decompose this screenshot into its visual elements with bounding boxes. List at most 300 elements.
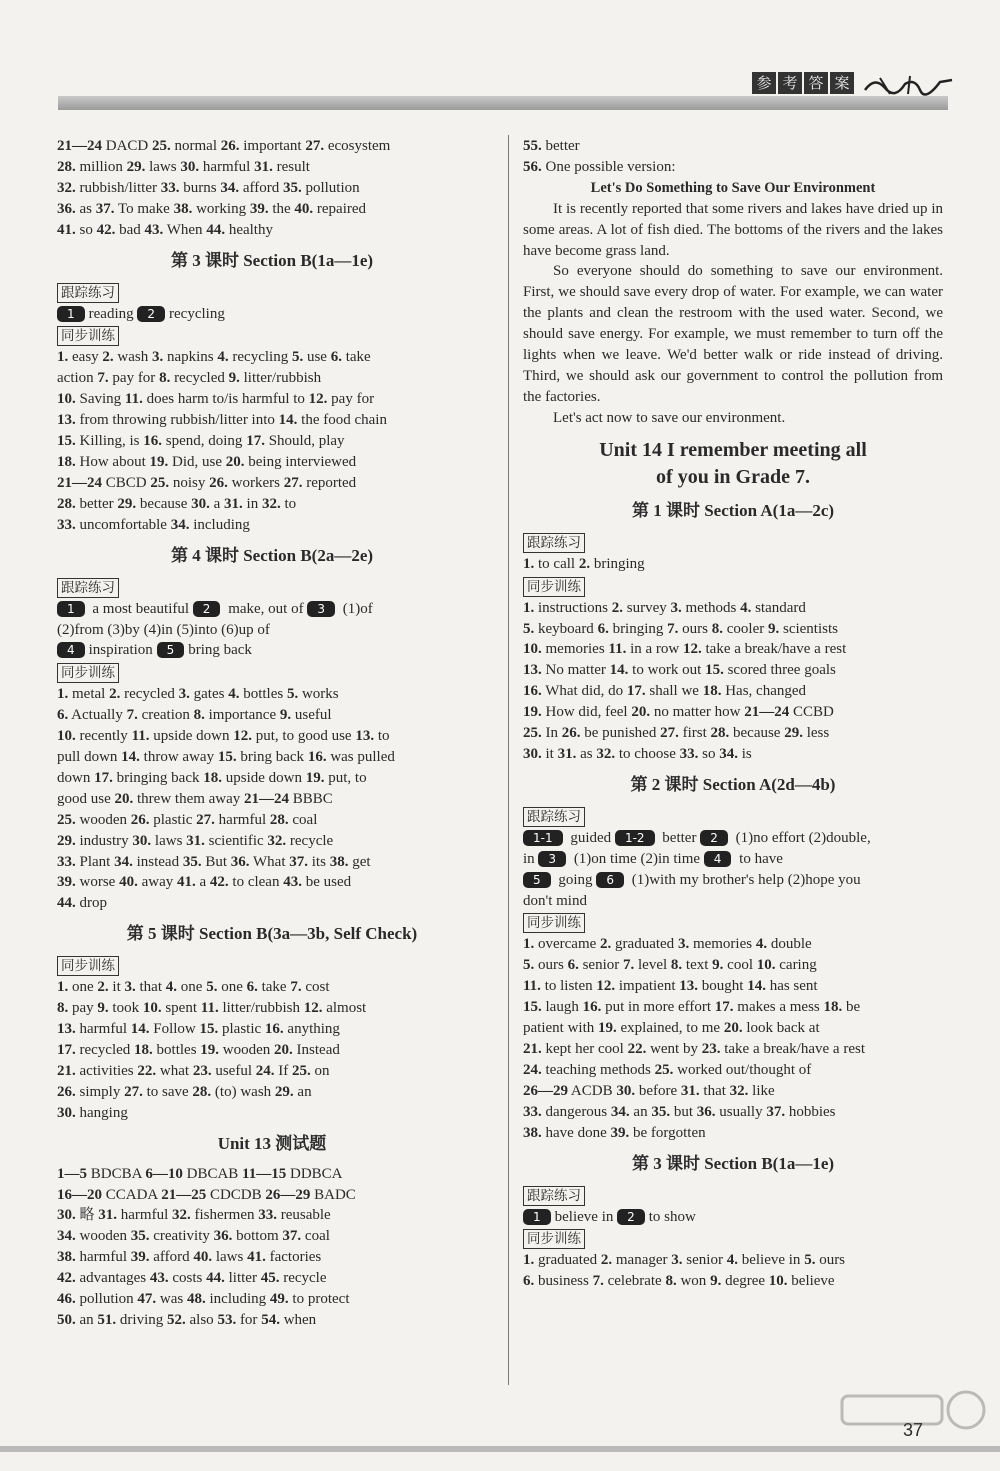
essay-title: Let's Do Something to Save Our Environment [590,179,876,196]
answer-text: Killing, is [75,433,144,450]
answer-text: Plant [75,853,115,870]
question-number: 14. [121,749,140,766]
answer-line [523,1271,943,1292]
answer-text: be [842,999,861,1016]
answer-text: that [699,1082,730,1099]
question-number: 36. [57,200,76,217]
header-char: 答 [804,72,828,94]
answer-text: worked out/thought of [673,1061,812,1078]
question-number: 28. [57,495,76,512]
answer-text: to clean [228,874,284,891]
section-title: Unit 13 测试题 [217,1133,327,1153]
answer-text: overcame [534,936,601,953]
question-number: 27. [305,138,325,154]
question-number: 1—5 [57,1165,87,1182]
answer-line [523,870,943,891]
answer-text: throw away [139,749,218,766]
number-badge: 1 [523,1209,551,1225]
question-number: 30. [57,1104,76,1121]
answer-text: useful [211,1062,256,1079]
answer-text: bottles [152,1042,201,1058]
answer-text: for [236,1311,262,1328]
answer-line [57,157,487,178]
question-number: 9. [279,707,292,724]
answer-line [57,1226,487,1247]
question-number: 18. [203,769,222,786]
answer-text: BBBC [289,790,333,807]
question-number: 40. [193,1249,213,1266]
answer-text: keyboard [534,620,598,637]
question-number: 26—29 [523,1082,568,1099]
header-band [58,96,948,110]
question-number: 44. [206,221,226,238]
question-number: 30. [132,832,152,849]
question-number: 34. [170,516,190,533]
answer-text: inspiration [88,642,157,659]
answer-text: uncomfortable [75,516,171,533]
exercise-label-row [523,1184,943,1207]
question-number: 56. [523,158,542,175]
answer-line [57,684,487,705]
answer-text: put in more effort [601,999,715,1016]
answer-text: dangerous [541,1103,611,1120]
answer-text: million [75,158,127,175]
answer-text: costs [168,1270,207,1287]
answer-text: believe in [554,1208,618,1225]
answer-text: hanging [75,1104,128,1121]
answer-text: that [135,979,166,996]
answer-text: recycle [286,832,334,849]
answer-line [57,810,487,831]
answer-text: to listen [540,978,597,995]
answer-text: laugh [541,999,583,1016]
answer-text: in [242,495,262,512]
header-char: 参 [752,72,776,94]
answer-text: pollution [75,1291,138,1308]
answer-text: text [682,957,713,974]
question-number: 27. [124,1083,143,1100]
answer-text: bring back [236,749,308,766]
exercise-label: 同步训练 [57,326,119,346]
number-badge: 1-1 [523,830,563,846]
question-number: 10. [57,728,76,745]
answer-text: it [541,745,558,762]
answer-line [57,1061,487,1082]
question-number: 4. [740,599,752,616]
answer-line [523,828,943,849]
question-number: 32. [267,832,287,849]
question-number: 17. [57,1042,76,1058]
answer-text: bottom [232,1228,283,1245]
question-number: 7. [290,979,302,996]
question-number: 21. [57,1062,76,1079]
question-number: 8. [665,1273,677,1290]
answer-text: instructions [534,599,612,616]
answer-text: Has, changed [721,683,807,700]
answer-text: took [108,1000,143,1017]
answer-text: memories [541,641,609,658]
answer-text: pay for [327,391,375,408]
answer-text: pollution [301,179,360,196]
answer-text: How about [75,453,150,470]
answer-text: scientists [779,620,838,637]
answer-line [57,136,487,157]
question-number: 45. [260,1270,280,1287]
question-number: 9. [767,620,780,637]
number-badge: 3 [307,601,335,617]
answer-line [57,1164,487,1185]
question-number: 17. [246,433,265,450]
answer-line [523,1123,943,1144]
answer-text: double [767,936,812,953]
answer-text: healthy [225,221,273,238]
header-char: 考 [778,72,802,94]
number-badge: 2 [137,306,165,322]
section-title: 第 5 课时 Section B(3a—3b, Self Check) [126,924,418,944]
answer-line [523,639,943,660]
question-number: 32. [57,179,76,196]
number-badge: 5 [523,872,551,888]
question-number: 33. [523,1103,542,1120]
answer-line [57,998,487,1019]
question-number: 29. [274,1083,294,1100]
section-title: 第 3 课时 Section B(1a—1e) [170,250,374,270]
answer-line [57,220,487,241]
question-number: 3. [677,936,690,953]
left-column [57,136,487,1331]
answer-text: standard [751,599,806,616]
question-number: 41. [57,221,76,238]
question-number: 40. [119,874,138,891]
answer-text: the [268,200,295,217]
answer-line [523,744,943,765]
number-badge: 1 [57,601,85,617]
answer-text: afford [239,179,283,196]
answer-text: If [274,1062,292,1079]
question-number: 18. [823,999,843,1016]
answer-text: the food chain [297,412,387,429]
answer-text: ours [534,957,568,974]
answer-text: recycled [170,370,229,387]
answer-text: good use [57,790,115,807]
question-number: 8. [670,957,683,974]
question-number: 1. [57,686,69,703]
question-number: 16. [523,683,542,700]
question-number: 30. [523,745,542,762]
answer-line [57,831,487,852]
answer-text: an [75,1311,98,1328]
question-number: 28. [57,158,76,175]
question-number: 40. [294,200,314,217]
answer-text: a most beautiful [88,600,193,617]
question-number: 47. [137,1291,157,1308]
answer-text: laws [212,1249,248,1266]
answer-line [57,347,487,368]
answer-text: works [298,686,339,703]
answer-text: cooler [723,620,768,637]
section-title: 第 3 课时 Section B(1a—1e) [631,1153,835,1173]
answer-text: better [75,495,118,512]
answer-text: use [303,349,331,366]
question-number: 27. [196,811,215,828]
question-number: 12. [233,728,252,745]
question-number: 15. [217,749,237,766]
question-number: 20. [225,453,245,470]
answer-text: napkins [163,349,218,366]
answer-text: threw them away [133,790,245,807]
answer-text: reported [302,474,357,491]
question-number: 37. [95,200,115,217]
answer-line [57,893,487,914]
question-number: 43. [149,1270,169,1287]
answer-text: from throwing rubbish/litter into [75,412,279,429]
answer-text: take [257,979,291,996]
answer-line [523,849,943,870]
answer-text: take a break/have a rest [701,641,847,658]
question-number: 16. [307,749,327,766]
exercise-label: 跟踪练习 [523,533,585,553]
question-number: 2. [102,349,114,366]
question-number: 54. [261,1311,280,1328]
answer-text: survey [623,599,671,616]
answer-text: workers [227,474,284,491]
section-title: 第 2 课时 Section A(2d—4b) [630,774,836,794]
answer-text: harmful [117,1207,172,1224]
answer-text: pull down [57,749,122,766]
question-number: 46. [57,1291,76,1308]
question-number: 22. [137,1062,157,1079]
answer-text: metal [68,686,110,703]
answer-text: memories [689,936,756,953]
answer-text: on [310,1062,330,1079]
answer-line [57,1310,487,1331]
question-number: 32. [596,745,616,762]
exercise-label-row [523,911,943,934]
question-number: 10. [142,1000,162,1017]
question-number: 6. [246,979,258,996]
answer-text: but [670,1103,697,1120]
answer-line [523,702,943,723]
answer-text: usually [715,1103,767,1120]
question-number: 42. [96,221,116,238]
answer-text: wooden [75,1228,131,1245]
answer-text: to protect [288,1291,350,1308]
question-number: 16—20 [57,1186,102,1203]
exercise-label-row [523,805,943,828]
question-number: 10. [57,391,76,408]
exercise-label-row [57,281,487,304]
answer-text: importance [204,707,280,724]
question-number: 27. [283,474,303,491]
question-number: 33. [160,179,180,196]
question-number: 30. [180,158,200,175]
answer-text: away [137,874,177,891]
answer-line [57,1205,487,1226]
question-number: 19. [523,704,542,721]
answer-text: an [629,1103,652,1120]
answer-line [57,620,487,641]
answer-text: recycling [228,349,292,366]
question-number: 2. [600,936,612,953]
answer-text: also [185,1311,218,1328]
answer-text: to call [534,555,579,572]
question-number: 31. [186,832,205,849]
question-number: 31. [557,745,577,762]
question-number: 37. [766,1103,786,1120]
answer-text: bringing back [112,769,204,786]
answer-line [523,1060,943,1081]
answer-text: bringing [590,555,645,572]
number-badge: 4 [57,642,85,658]
answer-text: What [249,853,290,870]
answer-text: hobbies [785,1103,836,1120]
answer-text: won [676,1273,711,1290]
answer-text: look back at [742,1020,820,1037]
answer-line [57,1103,487,1124]
question-number: 9. [97,1000,109,1017]
answer-line [57,452,487,473]
answer-text: No matter [541,662,610,679]
answer-line [57,494,487,515]
question-number: 32. [261,495,281,512]
question-number: 18. [134,1042,153,1058]
question-number: 25. [292,1062,311,1079]
question-number: 20. [723,1020,743,1037]
answer-text: as [75,200,96,217]
question-number: 7. [97,370,109,387]
answer-line [57,640,487,661]
question-number: 12. [596,978,616,995]
answer-text: working [192,200,250,217]
answer-text: industry [75,832,133,849]
answer-text: activities [75,1062,138,1079]
section-title: 第 4 课时 Section B(2a—2e) [170,545,374,565]
answer-text: But [201,853,231,870]
answer-line [523,136,943,157]
question-number: 3. [671,1252,683,1269]
answer-text: Instead [292,1042,340,1058]
answer-text: Actually [68,707,127,724]
right-top-answers [523,136,943,178]
question-number: 48. [187,1291,206,1308]
question-number: 22. [627,1041,647,1057]
question-number: 30. [57,1207,76,1224]
question-number: 33. [258,1207,277,1224]
answer-text: down [57,769,95,786]
answer-text: recycling [169,305,225,322]
answer-text: (1)on time (2)in time [570,850,704,867]
answer-text: plastic [149,811,197,828]
number-badge: 4 [704,851,732,867]
answer-text: a [209,495,225,512]
answer-text: like [748,1082,775,1099]
answer-text: Saving [75,391,125,408]
answer-text: be used [301,874,352,891]
answer-line [57,705,487,726]
question-number: 43. [144,221,164,238]
question-number: 3. [124,979,136,996]
answer-text: be punished [580,725,661,742]
answer-text: 略 [75,1207,99,1224]
answer-text: take a break/have a rest [720,1041,865,1057]
answer-text: anything [283,1021,340,1038]
question-number: 6. [597,620,609,637]
question-number: 1. [523,555,535,572]
answer-text: celebrate [603,1273,666,1290]
answer-text: take [341,349,371,366]
answer-text: is [738,745,752,762]
question-number: 38. [523,1124,542,1141]
answer-text: better [541,138,580,154]
answer-text: ours [815,1252,846,1269]
number-badge: 2 [700,830,728,846]
question-number: 35. [651,1103,671,1120]
question-number: 11. [124,391,143,408]
answer-text: guided [566,829,615,846]
answer-text: cool [723,957,757,974]
question-number: 39. [249,200,269,217]
essay-paragraph: So everyone should do something to save our environment. First, we should save every drop of water. For example, we can water the plants and clean the restroom with the used water. Second, we should save energy. For example, we must remember to turn off the lights when we leave. We'd better walk or ride instead of driving. Third, we should ask our government to control the pollution from the factories. [523,263,943,405]
question-number: 8. [193,707,205,724]
question-number: 13. [523,662,542,679]
question-number: 36. [213,1228,233,1245]
question-number: 19. [305,769,325,786]
question-number: 38. [57,1249,76,1266]
answer-text: before [635,1082,681,1099]
exercise-label: 同步训练 [523,913,585,933]
answer-line [57,1268,487,1289]
answer-text: degree [721,1273,769,1290]
answer-text: coal [288,811,318,828]
question-number: 35. [130,1228,150,1245]
answer-line [57,1019,487,1040]
answer-text: CDCDB [206,1186,266,1203]
answer-text: put, to [324,769,367,786]
answer-text: spent [161,1000,201,1017]
exercise-label: 同步训练 [523,577,585,597]
question-number: 9. [712,957,724,974]
calligraphy-logo-icon [860,72,955,98]
question-number: 44. [206,1270,225,1287]
exercise-label-row [57,661,487,684]
answer-text: BADC [310,1186,356,1203]
answer-text: noisy [169,474,210,491]
answer-text: pay [68,1000,98,1017]
answer-text: recycled [120,686,179,703]
answer-text: as [576,745,597,762]
question-number: 33. [57,516,76,533]
question-number: 52. [167,1311,186,1328]
question-number: 32. [729,1082,749,1099]
question-number: 37. [282,1228,302,1245]
answer-text: simply [75,1083,125,1100]
answer-text: what [156,1062,193,1079]
answer-text: drop [75,895,107,912]
answer-text: litter [224,1270,261,1287]
question-number: 13. [355,728,375,745]
answer-line [523,554,943,575]
answer-text: reusable [276,1207,331,1224]
answer-text: How did, feel [541,704,632,721]
exercise-label-row [57,576,487,599]
unit-title-line: of you in Grade 7. [656,465,810,488]
question-number: 1. [523,1252,535,1269]
answer-text: recycle [279,1270,327,1287]
question-number: 36. [696,1103,716,1120]
answer-line [523,1250,943,1271]
question-number: 12. [303,1000,323,1017]
question-number: 11. [200,1000,219,1017]
